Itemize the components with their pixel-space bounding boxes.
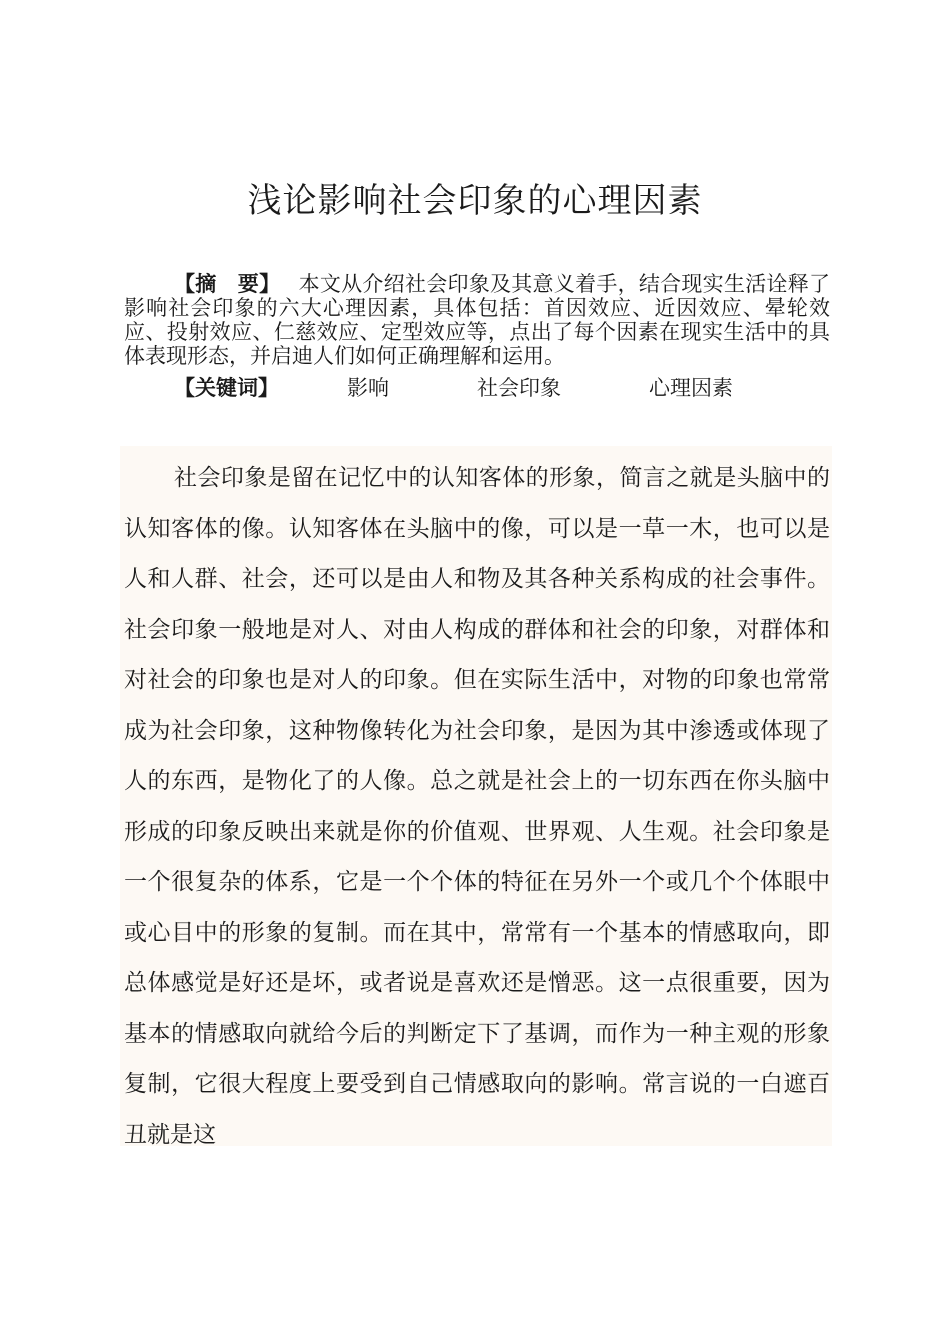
keyword-item: 影响 <box>347 376 389 400</box>
abstract-label: 【摘 要】 <box>174 272 281 296</box>
keywords-label: 【关键词】 <box>174 376 279 400</box>
keyword-item: 社会印象 <box>477 376 561 400</box>
document-title: 浅论影响社会印象的心理因素 <box>247 181 703 221</box>
body-text-region <box>120 446 832 1146</box>
body-paragraph: 社会印象是留在记忆中的认知客体的形象，简言之就是头脑中的认知客体的像。认知客体在头脑中的像，可以是一草一木，也可以是人和人群、社会，还可以是由人和物及其各种关系构成的社会事件。社会印象一般地是对人、对由人构成的群体和社会的印象，对群体和对社会的印象也是对人的印象。但在实际生活中，对物的印象也常常成为社会印象，这种物像转化为社会印象，是因为其中渗透或体现了人的东西，是物化了的人像。总之就是社会上的一切东西在你头脑中形成的印象反映出来就是你的价值观、世界观、人生观。社会印象是一个很复杂的体系，它是一个个体的特征在另外一个或几个个体眼中或心目中的形象的复制。而在其中，常常有一个基本的情感取向，即总体感觉是好还是坏，或者说是喜欢还是憎恶。这一点很重要，因为基本的情感取向就给今后的判断定下了基调，而作为一种主观的形象复制，它很大程度上要受到自己情感取向的影响。常言说的一白遮百丑就是这 <box>124 465 830 1148</box>
abstract-section <box>124 272 830 368</box>
keyword-item: 心理因素 <box>649 376 733 400</box>
abstract-text: 本文从介绍社会印象及其意义着手，结合现实生活诠释了影响社会印象的六大心理因素，具体包括：首因效应、近因效应、晕轮效应、投射效应、仁慈效应、定型效应等，点出了每个因素在现实生活中的具体表现形态，并启迪人们如何正确理解和运用。 <box>124 272 831 368</box>
keywords-section <box>124 376 830 400</box>
